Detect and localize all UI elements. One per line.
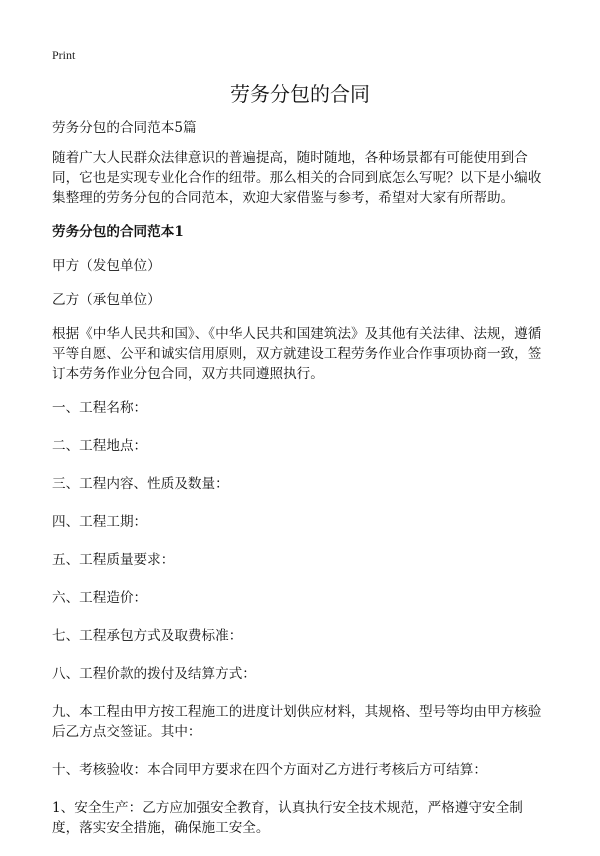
clause-item: 1、安全生产：乙方应加强安全教育，认真执行安全技术规范，严格遵守安全制度，落实安全措施，确保施工安全。 (52, 800, 523, 836)
clause-item: 四、工程工期： (52, 514, 148, 530)
preamble-paragraph: 根据《中华人民共和国》、《中华人民共和国建筑法》及其他有关法律、法规，遵循平等自愿、公平和诚实信用原则，双方就建设工程劳务作业合作事项协商一致，签订本劳务作业分包合同，双方共同遵照执行。 (52, 326, 542, 382)
section-heading: 劳务分包的合同范本1 (52, 224, 184, 240)
clause-item: 二、工程地点： (52, 438, 148, 454)
clause-item: 十、考核验收：本合同甲方要求在四个方面对乙方进行考核后方可结算： (52, 762, 487, 778)
clause-item: 三、工程内容、性质及数量： (52, 476, 229, 492)
clause-item: 七、工程承包方式及取费标准： (52, 628, 243, 644)
clause-item: 八、工程价款的拨付及结算方式： (52, 666, 256, 682)
document-subtitle: 劳务分包的合同范本5篇 (52, 120, 197, 136)
clause-item: 六、工程造价： (52, 590, 148, 606)
clause-item: 五、工程质量要求： (52, 552, 175, 568)
intro-paragraph: 随着广大人民群众法律意识的普遍提高，随时随地，各种场景都有可能使用到合同，它也是实现专业化合作的纽带。那么相关的合同到底怎么写呢？以下是小编收集整理的劳务分包的合同范本，欢迎大家借鉴与参考，希望对大家有所帮助。 (52, 150, 542, 206)
clause-item: 一、工程名称： (52, 400, 148, 416)
document-body (52, 118, 550, 856)
party-a-line: 甲方（发包单位） (52, 258, 161, 274)
party-b-line: 乙方（承包单位） (52, 292, 161, 308)
clause-item: 九、本工程由甲方按工程施工的进度计划供应材料，其规格、型号等均由甲方核验后乙方点交签证。其中： (52, 704, 542, 740)
print-link[interactable]: Print (52, 48, 76, 62)
document-title: 劳务分包的合同 (230, 82, 370, 106)
